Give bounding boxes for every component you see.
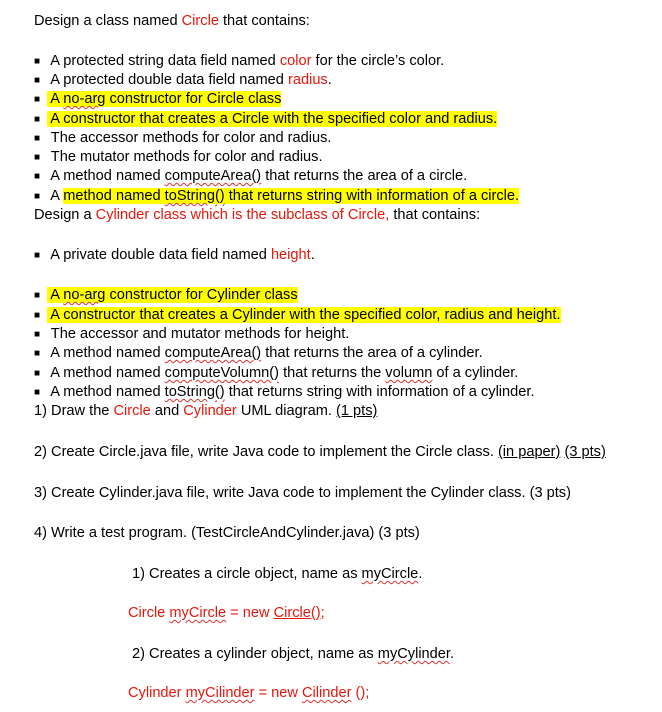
bullet-icon: ■	[34, 250, 41, 261]
bullet-icon: ■	[34, 310, 41, 321]
list-item: ■ A method named computeVolumn() that returns the volumn of a cylinder.	[34, 365, 519, 381]
step-1: 1) Creates a circle object, name as myCircle.	[132, 566, 423, 582]
bullet-icon: ■	[34, 133, 41, 144]
bullet-icon: ■	[34, 75, 41, 86]
list-item: ■ A method named toString() that returns string with information of a circle.	[34, 188, 520, 204]
list-item: ■ A protected double data field named radius.	[34, 72, 332, 88]
list-item: ■ The mutator methods for color and radius.	[34, 149, 323, 165]
list-item: ■ A method named computeArea() that returns the area of a circle.	[34, 168, 468, 184]
bullet-icon: ■	[34, 368, 41, 379]
bullet-icon: ■	[34, 290, 41, 301]
list-item: ■ A private double data field named height.	[34, 247, 315, 263]
circle-heading: Design a class named Circle that contains:	[34, 13, 310, 29]
bullet-icon: ■	[34, 329, 41, 340]
list-item: ■ The accessor and mutator methods for height.	[34, 326, 350, 342]
bullet-icon: ■	[34, 191, 41, 202]
bullet-icon: ■	[34, 152, 41, 163]
list-item: ■ A method named toString() that returns string with information of a cylinder.	[34, 384, 535, 400]
bullet-icon: ■	[34, 171, 41, 182]
question-3: 3) Create Cylinder.java file, write Java code to implement the Cylinder class. (3 pts)	[34, 485, 571, 501]
list-item: ■ The accessor methods for color and radius.	[34, 130, 332, 146]
list-item: ■ A constructor that creates a Cylinder with the specified color, radius and height.	[34, 307, 561, 323]
step-2: 2) Creates a cylinder object, name as myCylinder.	[132, 646, 455, 662]
bullet-icon: ■	[34, 94, 41, 105]
question-2: 2) Create Circle.java file, write Java code to implement the Circle class. (in paper) (3 pts)	[34, 444, 606, 460]
question-4: 4) Write a test program. (TestCircleAndCylinder.java) (3 pts)	[34, 525, 420, 541]
question-1: 1) Draw the Circle and Cylinder UML diagram. (1 pts)	[34, 403, 378, 419]
bullet-icon: ■	[34, 348, 41, 359]
list-item: ■ A no-arg constructor for Circle class	[34, 91, 282, 107]
code-line-1: Circle myCircle = new Circle();	[128, 605, 325, 621]
list-item: ■ A constructor that creates a Circle with the specified color and radius.	[34, 111, 498, 127]
cylinder-heading: Design a Cylinder class which is the subclass of Circle, that contains:	[34, 207, 481, 223]
bullet-icon: ■	[34, 387, 41, 398]
code-line-2: Cylinder myCilinder = new Cilinder ();	[128, 685, 370, 701]
bullet-icon: ■	[34, 56, 41, 67]
bullet-icon: ■	[34, 114, 41, 125]
list-item: ■ A no-arg constructor for Cylinder class	[34, 287, 298, 303]
list-item: ■ A method named computeArea() that returns the area of a cylinder.	[34, 345, 483, 361]
list-item: ■ A protected string data field named color for the circle’s color.	[34, 53, 445, 69]
